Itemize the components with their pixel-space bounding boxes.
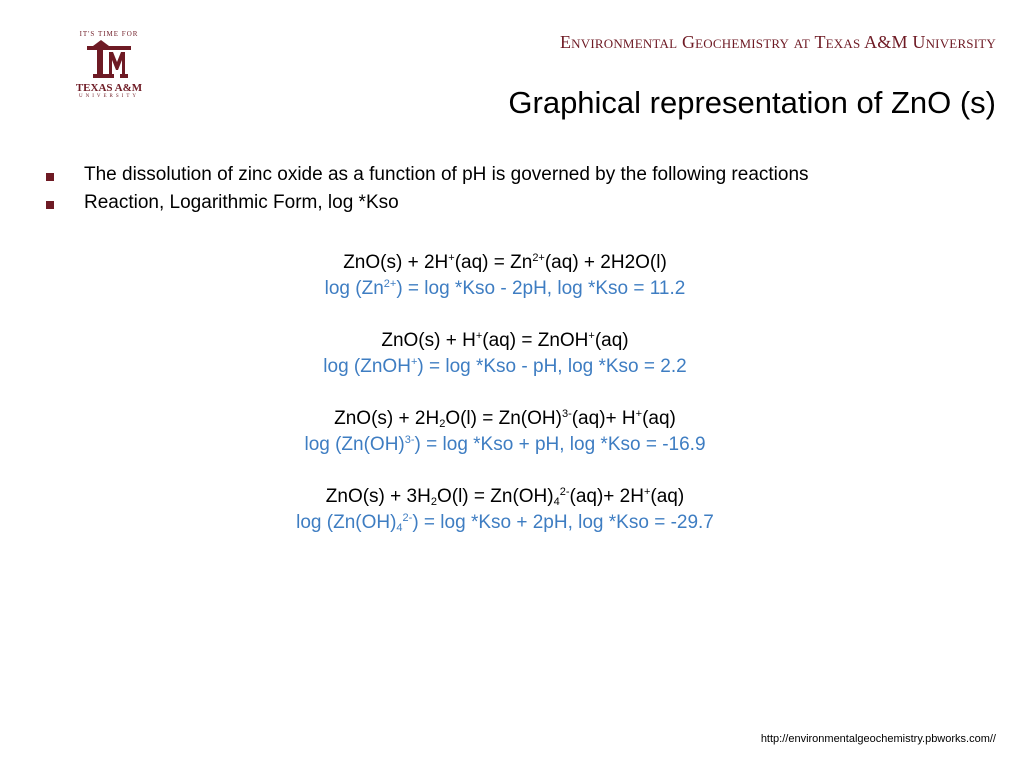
eq-text: ZnO(s) + 2H — [343, 252, 449, 273]
bullet-list — [44, 165, 809, 221]
eq-superscript: + — [588, 330, 595, 342]
university-logo — [62, 30, 156, 116]
reaction-equation — [0, 484, 1010, 510]
eq-text: (aq) = Zn — [454, 252, 533, 273]
eq-text: ) = log *Kso - 2pH, log *Kso = 11.2 — [396, 278, 686, 299]
eq-superscript: 2+ — [532, 252, 545, 264]
eq-superscript: + — [635, 408, 643, 420]
logo-name: TEXAS A&M — [75, 82, 143, 94]
atm-logo-mark-icon — [83, 40, 135, 80]
eq-subscript: 2 — [439, 418, 446, 430]
bullet-text: Reaction, Logarithmic Form, log *Kso — [84, 192, 399, 213]
eq-text: (aq) — [642, 408, 676, 429]
eq-subscript: 4 — [396, 522, 403, 534]
bullet-square-icon — [46, 201, 54, 209]
eq-superscript: 3- — [561, 408, 572, 420]
eq-text: ZnO(s) + H — [381, 330, 476, 351]
equation-group-4 — [0, 484, 1010, 536]
eq-text: log (ZnOH — [323, 356, 411, 377]
equation-group-2 — [0, 328, 1010, 380]
equations-block — [0, 250, 1010, 562]
log-form-equation — [0, 510, 1010, 536]
eq-text: O(l) = Zn(OH) — [445, 408, 562, 429]
equation-group-3 — [0, 406, 1010, 458]
eq-superscript: + — [410, 356, 418, 368]
eq-superscript: 2- — [402, 512, 413, 524]
equation-group-1 — [0, 250, 1010, 302]
eq-text: ZnO(s) + 2H — [334, 408, 440, 429]
eq-superscript: 3- — [404, 434, 415, 446]
eq-subscript: 4 — [553, 496, 560, 508]
eq-text: log (Zn(OH) — [296, 512, 397, 533]
bullet-text: The dissolution of zinc oxide as a function of pH is governed by the following reactions — [84, 164, 809, 185]
eq-text: (aq) = ZnOH — [482, 330, 589, 351]
logo-subtitle: UNIVERSITY — [79, 94, 139, 99]
eq-text: O(l) = Zn(OH) — [436, 486, 554, 507]
footer-url: http://environmentalgeochemistry.pbworks.com// — [760, 733, 996, 745]
eq-text: ZnO(s) + 3H — [325, 486, 431, 507]
eq-text: log (Zn — [324, 278, 384, 299]
eq-text: ) = log *Kso + 2pH, log *Kso = -29.7 — [412, 512, 714, 533]
eq-subscript: 2 — [430, 496, 437, 508]
eq-text: (aq) — [650, 486, 685, 507]
eq-superscript: 2+ — [383, 278, 397, 290]
log-form-equation — [0, 276, 1010, 302]
eq-superscript: 2- — [559, 486, 570, 498]
bullet-item — [44, 165, 809, 185]
eq-text: ) = log *Kso - pH, log *Kso = 2.2 — [417, 356, 687, 377]
eq-text: log (Zn(OH) — [304, 434, 405, 455]
eq-text: ) = log *Kso + pH, log *Kso = -16.9 — [414, 434, 706, 455]
reaction-equation — [0, 328, 1010, 354]
bullet-item — [44, 193, 809, 213]
slide-title: Graphical representation of ZnO (s) — [508, 85, 996, 120]
eq-text: (aq) — [594, 330, 629, 351]
eq-text: (aq)+ H — [571, 408, 636, 429]
bullet-square-icon — [46, 173, 54, 181]
eq-text: (aq) + 2H2O(l) — [544, 252, 667, 273]
log-form-equation — [0, 432, 1010, 458]
eq-superscript: + — [475, 330, 483, 342]
eq-superscript: + — [448, 252, 455, 264]
eq-text: (aq)+ 2H — [569, 486, 644, 507]
log-form-equation — [0, 354, 1010, 380]
reaction-equation — [0, 406, 1010, 432]
eq-superscript: + — [643, 486, 651, 498]
reaction-equation — [0, 250, 1010, 276]
department-header: Environmental Geochemistry at Texas A&M University — [559, 32, 996, 52]
logo-tagline: IT'S TIME FOR — [79, 30, 139, 38]
